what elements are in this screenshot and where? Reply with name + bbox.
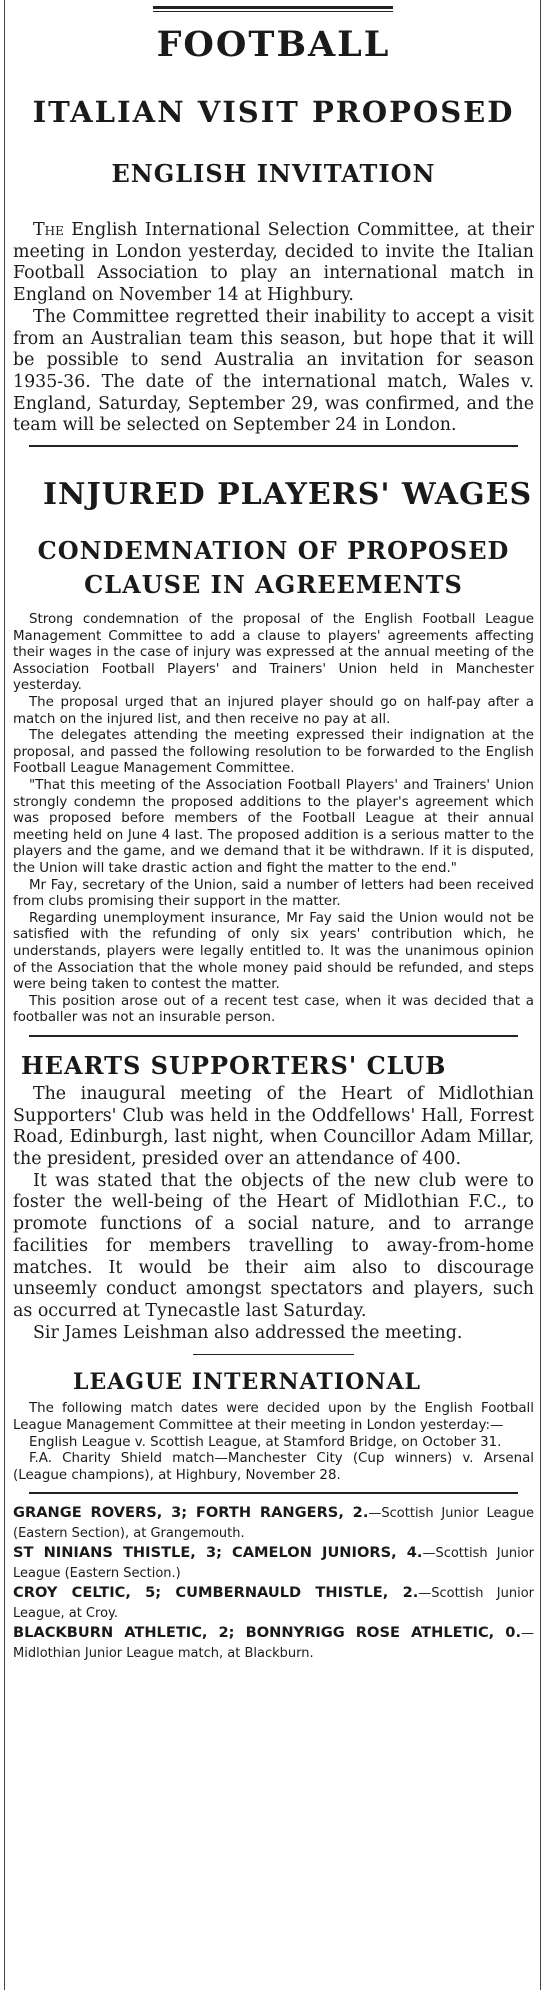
subheadline-condemnation: CONDEMNATION OF PROPOSED CLAUSE IN AGREEMENTS (37, 536, 510, 600)
article-injured-wages (13, 612, 534, 1027)
result-item: ST NINIANS THISTLE, 3; CAMELON JUNIORS, 4.—Scottish Junior League (Eastern Section.) (13, 1544, 534, 1582)
article-paragraph: Regarding unemployment insurance, Mr Fay said the Union would not be satisfied with the refunding of only six years' contribution which, he understands, players were legally entitled to. It was the unanimous opinion of the Association that the whole money paid should be refunded, and steps were being taken to contest the matter. (13, 910, 534, 993)
article-paragraph: F.A. Charity Shield match—Manchester City (Cup winners) v. Arsenal (League champions), at Highbury, November 28. (13, 1451, 534, 1483)
top-rule (153, 6, 393, 9)
article-paragraph: The Committee regretted their inability to accept a visit from an Australian team this season, but hope that it will be possible to send Australia an invitation for season 1935-36. The date of the international match, Wales v. England, Saturday, September 29, was confirmed, and the team will be selected on September 24 in London. (13, 306, 534, 436)
article-paragraph: Strong condemnation of the proposal of the English Football League Management Committee to add a clause to players' agreements affecting their wages in the case of injury was expressed at the annual meeting of the Association Football Players' and Trainers' Union held in Manchester yesterday. (13, 612, 534, 694)
result-item: BLACKBURN ATHLETIC, 2; BONNYRIGG ROSE ATHLETIC, 0.—Midlothian Junior League match, at Blackburn. (13, 1624, 534, 1662)
subheadline-english-invitation: ENGLISH INVITATION (111, 159, 436, 188)
headline-injured-players: INJURED PLAYERS' WAGES (43, 477, 533, 513)
article-paragraph: The following match dates were decided upon by the English Football League Management Committee at their meeting in London yesterday:— (13, 1401, 534, 1433)
section-heading-football: FOOTBALL (156, 24, 391, 65)
article-paragraph: This position arose out of a recent test case, when it was decided that a footballer was not an insurable person. (13, 993, 534, 1026)
section-divider (29, 1035, 518, 1037)
headline-hearts-supporters: HEARTS SUPPORTERS' CLUB (21, 1050, 447, 1080)
headline-league-international: LEAGUE INTERNATIONAL (73, 1369, 421, 1396)
article-paragraph: The English International Selection Committee, at their meeting in London yesterday, decided to invite the Italian Football Association to play an international match in England on November 14 at Highbury. (13, 220, 534, 306)
headline-italian-visit: ITALIAN VISIT PROPOSED (32, 95, 515, 129)
section-divider (193, 1354, 354, 1355)
article-paragraph: Sir James Leishman also addressed the meeting. (33, 1322, 463, 1343)
article-paragraph: Mr Fay, secretary of the Union, said a number of letters had been received from clubs promising their support in the matter. (13, 877, 534, 910)
article-paragraph: The proposal urged that an injured player should go on half-pay after a match on the injured list, and then receive no pay at all. (13, 695, 534, 727)
article-hearts-club (13, 1084, 534, 1344)
result-item: GRANGE ROVERS, 3; FORTH RANGERS, 2.—Scottish Junior League (Eastern Section), at Grangemouth. (13, 1504, 534, 1542)
article-paragraph: English League v. Scottish League, at Stamford Bridge, on October 31. (29, 1434, 502, 1450)
news-column (4, 0, 541, 1990)
match-results (13, 1502, 534, 1662)
article-league-international (13, 1401, 534, 1484)
article-paragraph: The inaugural meeting of the Heart of Midlothian Supporters' Club was held in the Oddfellows' Hall, Forrest Road, Edinburgh, last night, when Councillor Adam Millar, the president, presided over an attendance of 400. (13, 1083, 534, 1169)
article-italian-visit (13, 220, 534, 437)
article-paragraph: "That this meeting of the Association Football Players' and Trainers' Union strongly condemn the proposed additions to the player's agreement which was proposed before members of the Football League at their annual meeting held on June 4 last. The proposed addition is a serious matter to the players and the game, and we demand that it be withdrawn. If it is disputed, the Union will take drastic action and fight the matter to the end." (13, 777, 534, 876)
top-rule-thin (153, 11, 393, 12)
section-divider (29, 445, 518, 447)
section-divider (29, 1492, 518, 1494)
article-paragraph: The delegates attending the meeting expressed their indignation at the proposal, and passed the following resolution to be forwarded to the English Football League Management Committee. (13, 728, 534, 777)
article-paragraph: It was stated that the objects of the new club were to foster the well-being of the Heart of Midlothian F.C., to promote functions of a social nature, and to arrange facilities for members travelling to away-from-home matches. It would be their aim also to discourage unseemly conduct amongst spectators and players, such as occurred at Tynecastle last Saturday. (13, 1170, 534, 1321)
result-item: CROY CELTIC, 5; CUMBERNAULD THISTLE, 2.—Scottish Junior League, at Croy. (13, 1584, 535, 1622)
